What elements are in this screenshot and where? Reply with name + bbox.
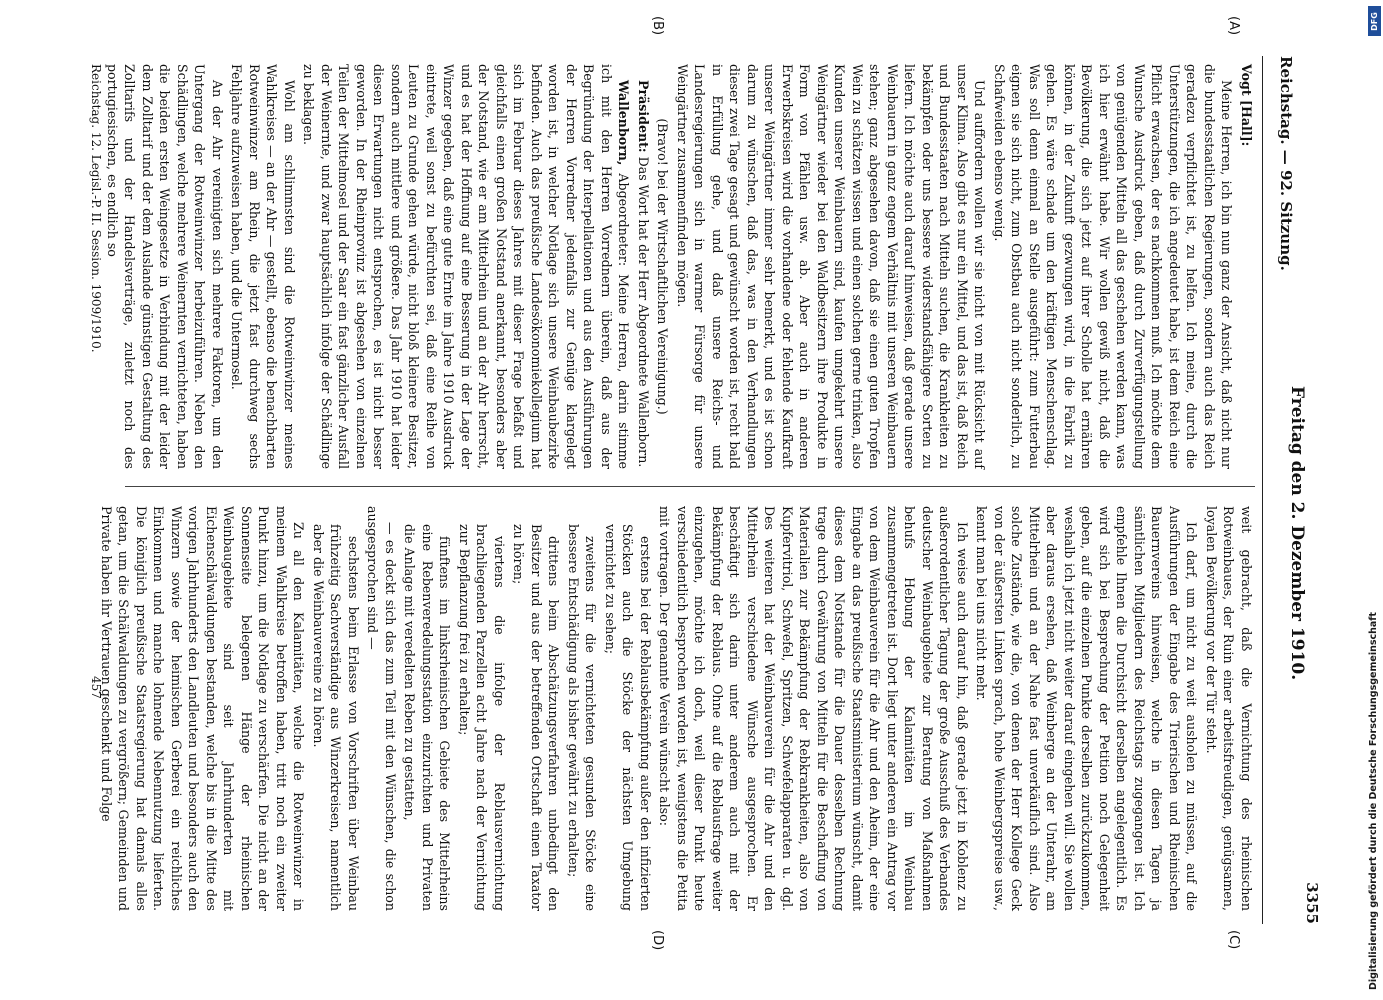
header-session: Reichstag. — 92. Sitzung. [1277, 56, 1295, 271]
paragraph: An der Ahr vereinigten sich mehrere Faktoren, um den Untergang der Rotweinwinzer herbeizuführen. Neben den Schädlingen, welche mehrere Weinernten vernichteten, haben die beiden ersten Weingesetze in Verbindung mit der leider dem Zolltarif und der dem Auslande günstigen Gestaltung des Zolltarifs und der Handelsverträge, zuletzt noch des portugiesischen, es endlich so [105, 64, 225, 469]
dfg-logo [1368, 6, 1381, 36]
left-column [105, 64, 1255, 469]
dfg-side-strip [1366, 0, 1383, 1000]
petition-item: fünftens im linksrheinischen Gebiete des Mittelrheins eine Rebenveredelungsstation einzurichten und Privaten die Anlage mit veredelten Reben zu gestatten, [402, 524, 453, 911]
margin-letter-c: (C) [1226, 930, 1241, 950]
right-column [99, 506, 1255, 911]
margin-letter-a: (A) [1226, 16, 1241, 36]
paragraph: Meine Herren, ich bin nun ganz der Ansicht, daß nicht nur die bundesstaatlichen Regierungen, sondern auch das Reich geradezu verpflichtet ist, zu helfen. Ich meine, durch die Unterstützungen, die ich angedeutet habe, ist dem Reich eine Pflicht erwachsen, der es nachkommen muß. Ich möchte dem Wunsche Ausdruck geben, daß durch Zurverfügungstellung von genügenden Mitteln all das geschehen werden kann, was ich hier erwähnt habe. Wir wollen gewiß nicht, daß die Bevölkerung, die sich jetzt auf ihrer Scholle hat ernähren können, in der Zukunft gezwungen wird, in die Fabrik zu gehen. Es wäre schade um den kräftigen Menschenschlag. Was soll denn einmal an Stelle ausgeführt: zum Futterbau eignen sie sich nicht, zum Obstbau auch nicht sonderlich, zu Schafweiden ebenso wenig. [992, 64, 1235, 469]
wallenborn-label: Wallenborn, [616, 80, 632, 166]
petition-item: viertens die infolge der Reblausvernichtung brachliegenden Parzellen acht Jahre nach der Vernichtung zur Bepflanzung frei zu erhalten; [457, 524, 507, 911]
speaker-start [1238, 64, 1256, 469]
petition-list-continued [310, 506, 363, 911]
header-date: Freitag den 2. Dezember 1910. [1287, 386, 1307, 681]
footer-sheet-number: 457 [89, 676, 103, 699]
paragraph: Wohl am schlimmsten sind die Rotweinwinzer meines Wahlkreises — an der Ahr — gestellt, ebenso die benachbarten Rotweinwinzer am Rhein, die jetzt fast durchweg sechs Fehljahre aufzuweisen haben, und die Untermosel. [229, 64, 297, 469]
dfg-funding-notice: Digitalisierung gefördert durch die Deutsche Forschungsgemeinschaft [1368, 612, 1379, 990]
paragraph: Zu all den Kalamitäten, welche die Rotweinwinzer in meinem Wahlkreise betroffen haben, tritt noch ein zweiter Punkt hinzu, um die Notlage zu verschärfen. Die nicht an der Sonnenseite belegenen Hänge der rheinischen Weinbaugebiete sind seit Jahrhunderten mit Eichenschälwaldungen bestanden, welche bis in die Mitte des vorigen Jahrhunderts den Landleuten und besonders auch den Winzern sowie der heimischen Gerberei ein reichliches Einkommen und manche lohnende Nebennutzung lieferten. Die königlich preußische Staatsregierung hat damals alles getan, um die Schälwaldungen zu vergrößern; Gemeinden und Private haben ihr Vertrauen geschenkt und Folge [99, 506, 307, 911]
petition-list [401, 506, 654, 911]
paragraph: Ich weise auch darauf hin, daß gerade jetzt in Koblenz zu außerordentlicher Tagung der große Ausschuß des Verbandes deutscher Weinbaugebiete zur Beratung von Maßnahmen behufs Hebung der Kalamitäten im Weinbau zusammengetreten ist. Dort liegt unter anderen ein Antrag vor von dem Weinbauverein für die Ahr und den Aheim, der eine Eingabe an das preußische Staatsministerium wünscht, damit dieses dem Notstande für die Dauer desselben Rechnung trage durch Gewährung von Mitteln für die Beschaffung von Materialien zur Bekämpfung der Rebkrankheiten, also von Kupfervitriol, Schwefel, Spritzen, Schwefelapparaten u. dgl. Des weiteren hat der Weinbauverein für die Ahr und den Mittelrhein verschiedene Wünsche ausgesprochen. Er beschäftigt sich darin unter anderem auch mit der Bekämpfung der Reblaus. Ohne auf die Reblausfrage weiter einzugehen, möchte ich doch, weil dieser Punkt heute verschiedentlich besprochen worden ist, wenigstens die Petita mit vortragen. Der genannte Verein wünscht also: [657, 506, 970, 911]
petition-item: sechstens beim Erlasse von Vorschriften über Weinbau frühzeitig Sachverständige aus Winzerkreisen, namentlich aber die Weinbauvereine zu hören. [311, 524, 361, 911]
president-line [635, 64, 653, 469]
header-rule [1262, 56, 1263, 924]
president-text: Das Wort hat der Herr Abgeordnete Wallenborn. [636, 156, 651, 468]
wallenborn-speech: Meine Herren, darin stimme ich mit den Herren Vorrednern überein, daß aus der Begründung der Interpellationen und aus den Ausführungen der Herren Vorredner jedenfalls zur Genüge klargelegt worden ist, in welcher Notlage sich unsere Weinbaubezirke befinden. Auch das preußische Landesökonomiekollegium hat sich im Februar dieses Jahres mit dieser Frage befaßt und gleichfalls einen großen Notstand anerkannt, besonders aber der Notstand, wie er am Mittelrhein und an der Ahr herrscht, und es hat der Hoffnung auf eine Besserung in der Lage der Winzer gegeben, daß eine gute Ernte im Jahre 1910 Ausdruck eintrete, weil sonst zu befürchten sei, daß eine Reihe von Leuten zu Grunde gehen würde, nicht bloß kleinere Besitzer, sondern auch mittlere und größere. Das Jahr 1910 hat leider diesen Erwartungen nicht entsprochen, es ist nicht besser geworden. In der Rheinprovinz ist abgesehen von einzelnen Teilen der Mittelmosel und der Saar ein fast gänzlicher Ausfall der Weinernte, und zwar hauptsächlich infolge der Schädlinge zu beklagen. [301, 64, 632, 469]
footer-session-info: Reichstag. 12. Legisl.-P. II. Session. 1909/1910. [89, 64, 103, 353]
president-label: Präsident: [636, 80, 651, 153]
petition-item: zweitens für die vernichteten gesunden Stöcke eine bessere Entschädigung als bisher gewährt zu erhalten; [566, 524, 599, 911]
column-divider [125, 486, 1255, 487]
newspaper-page [63, 16, 1325, 951]
paragraph: — es deckt sich das zum Teil mit den Wünschen, die schon ausgesprochen sind — [365, 506, 398, 911]
dfg-logo-text: DFG [1370, 11, 1380, 31]
margin-letter-b: (B) [650, 16, 665, 36]
wallenborn-role: Abgeordneter: [616, 173, 632, 267]
petition-item: erstens bei der Reblausbekämpfung außer den infizierten Stöcken auch die Stöcke der nächsten Umgebung vernichtet zu sehen; [603, 524, 653, 911]
wallenborn-line [300, 64, 633, 469]
paragraph: Ich darf, um nicht zu weit ausholen zu müssen, auf die Ausführungen der Eingabe des Trierischen und Rheinischen Bauernvereins hinweisen, welche in diesen Tagen ja sämtlichen Mitgliedern des Reichstags zugegangen ist. Ich empfehle Ihnen die Durchsicht derselben angelegentlich. Es wird sich bei Besprechung der Petition noch Gelegenheit geben, auf die einzelnen Punkte derselben zurückzukommen, weshalb ich jetzt nicht weiter darauf eingehen will. Sie wollen aber daraus ersehen, daß Weinberge an der Unterahr, am Mittelrhein und an der Nahe fast unverkäuflich sind. Also solche Zustände, wie die, von denen der Herr Kollege Geck von der äußersten Linken sprach, hohe Weinbergspreise usw., kennt man bei uns nicht mehr. [974, 506, 1200, 911]
margin-letter-d: (D) [650, 930, 665, 951]
header-page-number: 3355 [1303, 882, 1321, 924]
applause-note: (Bravo! bei der Wirtschaftlichen Vereinigung.) [655, 118, 671, 415]
paragraph: weit gebracht, daß die Vernichtung des rheinischen Rotweinbaues, der Ruin einer arbeitsfreudigen, genügsamen, loyalen Bevölkerung vor der Tür steht. [1204, 506, 1254, 911]
speaker-name: Vogt [Hall]: [1239, 64, 1254, 147]
petition-item: drittens beim Abschätzungsverfahren unbedingt den Besitzer und aus der betreffenden Ortschaft einen Taxator zu hören; [511, 524, 562, 911]
page-header [1265, 56, 1325, 924]
paragraph: Und auffordern wollen wir sie nicht von mit Rücksicht auf unser Klima. Also gibt es nur ein Mittel, und das ist, daß Reich und Bundesstaaten nach Mitteln suchen, die Krankheiten zu bekämpfen oder uns bessere widerstandsfähigere Sorten zu liefern. Ich möchte auch darauf hinweisen, daß gerade unsere Weinbauern in ganz engem Verhältnis mit unseren Weinbauern stehen; ganz abgesehen davon, daß sie einen guten Tropfen Wein zu schätzen wissen und einen solchen gerne trinken, also Kunden unserer Weinbauern sind, kaufen umgekehrt unsere Weingärtner wieder bei den Waldbesitzern ihre Produkte in Form von Pfählen usw. ab. Aber auch in anderen Erwerbskreisen wird die vorhandene oder fehlende Kaufkraft unserer Weingärtner immer sehr bemerkt, und es ist schon darum zu wünschen, daß das, was in den Verhandlungen dieser zwei Tage gesagt und gewünscht worden ist, recht bald in Erfüllung gehe, und daß unsere Reichs- und Landesregierungen sich in warmer Fürsorge für unsere Weingärtner zusammenfinden mögen. [675, 64, 988, 469]
